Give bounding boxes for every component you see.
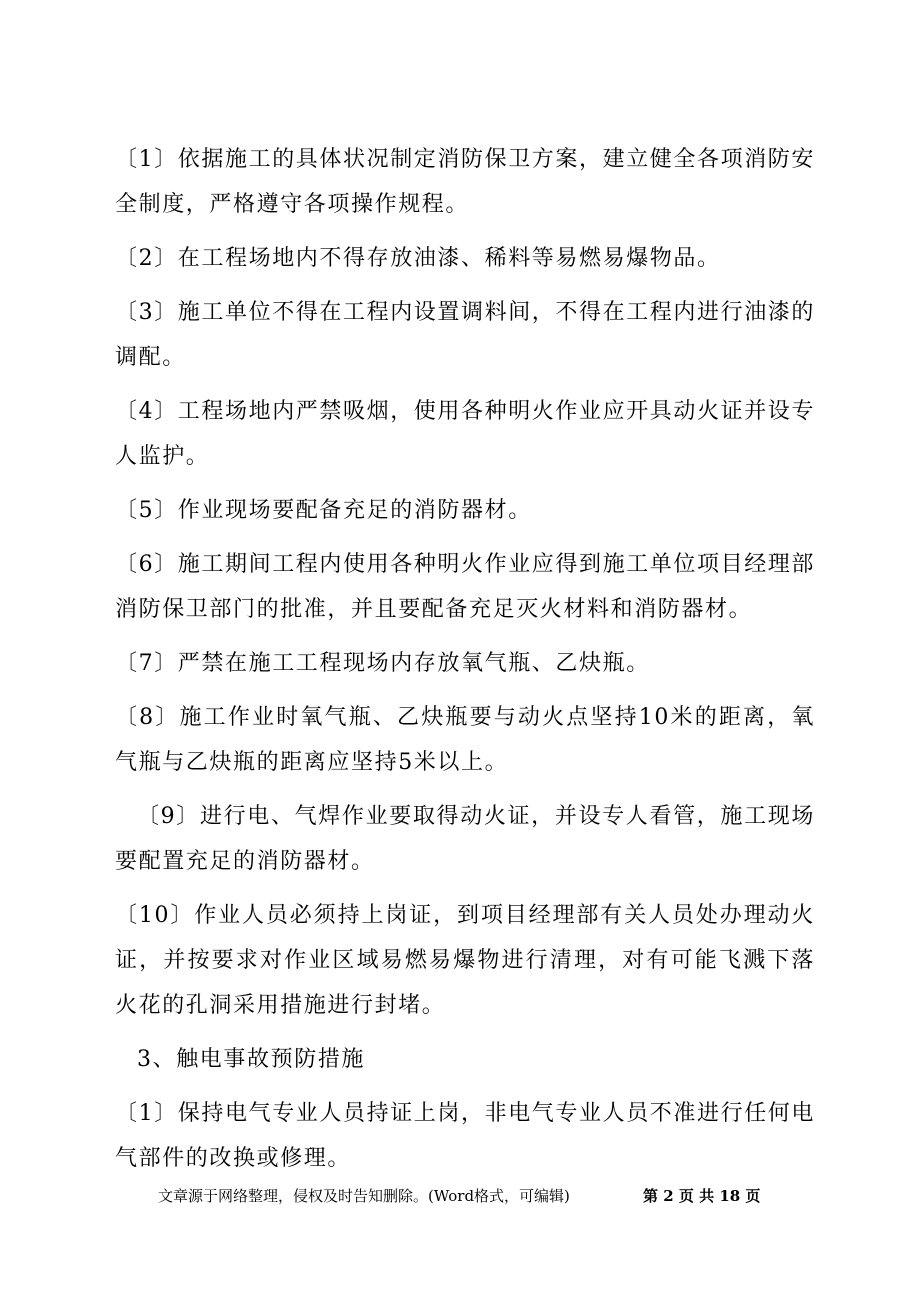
paragraph-6: 〔6〕施工期间工程内使用各种明火作业应得到施工单位项目经理部消防保卫部门的批准，并且要配备充足灭火材料和消防器材。 — [115, 552, 815, 622]
paragraph-5: 〔5〕作业现场要配备充足的消防器材。 — [115, 498, 532, 523]
paragraph-8: 〔8〕施工作业时氧气瓶、乙炔瓶要与动火点坚持10米的距离，氧气瓶与乙炔瓶的距离应坚持5米以上。 — [115, 705, 815, 775]
page-number: 第 2 页 共 18 页 — [643, 1187, 761, 1205]
section-heading: 3、触电事故预防措施 — [137, 1047, 365, 1072]
paragraph-2: 〔2〕在工程场地内不得存放油漆、稀料等易燃易爆物品。 — [115, 246, 721, 271]
paragraph-4: 〔4〕工程场地内严禁吸烟，使用各种明火作业应开具动火证并设专人监护。 — [115, 399, 815, 469]
paragraph-9: 〔9〕进行电、气焊作业要取得动火证，并设专人看管，施工现场要配置充足的消防器材。 — [115, 804, 815, 874]
paragraph-10: 〔10〕作业人员必须持上岗证，到项目经理部有关人员处办理动火证，并按要求对作业区域易燃易爆物进行清理，对有可能飞溅下落火花的孔洞采用措施进行封堵。 — [115, 903, 815, 1018]
paragraph-7: 〔7〕严禁在施工工程现场内存放氧气瓶、乙炔瓶。 — [115, 651, 650, 676]
paragraph-1: 〔1〕依据施工的具体状况制定消防保卫方案，建立健全各项消防安全制度，严格遵守各项操作规程。 — [115, 147, 815, 217]
document-body — [115, 137, 815, 1190]
page-footer — [0, 1184, 920, 1208]
paragraph-11: 〔1〕保持电气专业人员持证上岗，非电气专业人员不准进行任何电气部件的改换或修理。 — [115, 1101, 815, 1171]
footer-note: 文章源于网络整理，侵权及时告知删除。(Word格式，可编辑) — [158, 1187, 570, 1205]
paragraph-3: 〔3〕施工单位不得在工程内设置调料间，不得在工程内进行油漆的调配。 — [115, 300, 815, 370]
